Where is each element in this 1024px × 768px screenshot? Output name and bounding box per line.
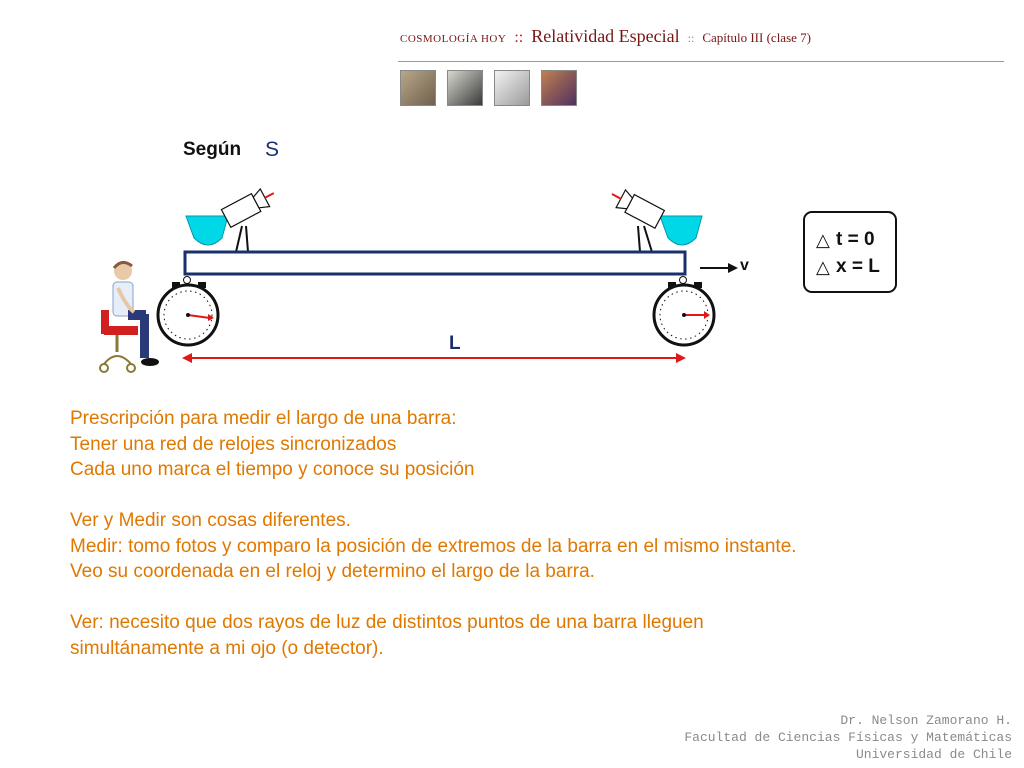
body-line (70, 483, 1010, 509)
left-camera-icon (186, 184, 278, 252)
left-clock-icon (158, 282, 218, 345)
velocity-label: v (740, 257, 749, 274)
footer-faculty: Facultad de Ciencias Físicas y Matemáticas (684, 730, 1012, 745)
frame-label: Según (183, 139, 242, 160)
body-line: Tener una red de relojes sincronizados (70, 433, 397, 455)
equation-position: x = L (836, 256, 880, 277)
body-line: Medir: tomo fotos y comparo la posición de extremos de la barra en el mismo instante. (70, 535, 797, 557)
body-line: Prescripción para medir el largo de una barra: (70, 408, 457, 429)
equation-time: t = 0 (836, 229, 875, 250)
body-line: Veo su coordenada en el reloj y determino el largo de la barra. (70, 561, 595, 582)
slide-title: Relatividad Especial (531, 26, 680, 46)
footer (684, 712, 1012, 763)
length-arrow (182, 353, 686, 363)
moving-bar (185, 252, 685, 274)
equation-box (804, 212, 896, 292)
length-label: L (449, 333, 461, 354)
body-text (70, 406, 1010, 661)
delta-symbol: △ (816, 230, 830, 251)
body-line: Ver: necesito que dos rayos de luz de distintos puntos de una barra lleguen (70, 612, 704, 633)
series-label: COSMOLOGÍA HOY (400, 33, 507, 45)
body-line: simultánamente a mi ojo (o detector). (70, 637, 384, 659)
body-line: Ver y Medir son cosas diferentes. (70, 510, 351, 531)
body-line (70, 585, 1010, 611)
header-separator-2: :: (687, 31, 695, 45)
right-camera-icon (607, 185, 702, 252)
footer-university: Universidad de Chile (855, 747, 1012, 762)
body-line: Cada uno marca el tiempo y conoce su posición (70, 459, 475, 480)
chapter-label: Capítulo III (clase 7) (702, 30, 811, 45)
observer-icon (100, 262, 159, 372)
right-clock-icon (654, 282, 714, 345)
header-separator: :: (514, 29, 524, 46)
velocity-arrow (700, 263, 738, 273)
frame-symbol: S (265, 138, 280, 161)
footer-author: Dr. Nelson Zamorano H. (840, 713, 1012, 728)
delta-symbol: △ (816, 257, 830, 278)
